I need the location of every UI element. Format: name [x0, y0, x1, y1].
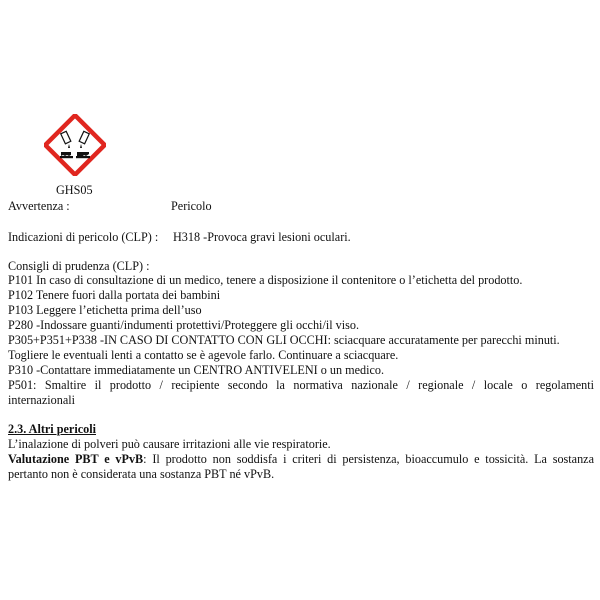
precautionary-line: P310 -Contattare immediatamente un CENTRO ANTIVELENI o un medico.	[8, 363, 385, 377]
precautionary-line: P103 Leggere l’etichetta prima dell’uso	[8, 303, 202, 317]
precautionary-line: P305+P351+P338 -IN CASO DI CONTATTO CON GLI OCCHI: sciacquare accuratamente per parecchi minuti.	[8, 333, 560, 347]
precautionary-line: P501: Smaltire il prodotto / recipiente secondo la normativa nazionale / regionale / locale o regolamenti	[8, 378, 594, 392]
precautionary-line: P101 In caso di consultazione di un medico, tenere a disposizione il contenitore o l’etichetta del prodotto.	[8, 273, 523, 287]
precautionary-line: Togliere le eventuali lenti a contatto se è agevole farlo. Continuare a sciacquare.	[8, 348, 399, 362]
section-heading-other-hazards: 2.3. Altri pericoli	[8, 422, 97, 436]
precautionary-line: internazionali	[8, 393, 76, 407]
precautionary-line: P280 -Indossare guanti/indumenti protettivi/Proteggere gli occhi/il viso.	[8, 318, 360, 332]
ghs05-corrosion-icon	[44, 114, 106, 176]
pbt-text: : Il prodotto non soddisfa i criteri di persistenza, bioaccumulo e tossicità. La sostanza	[143, 452, 594, 466]
precautionary-line: P102 Tenere fuori dalla portata dei bambini	[8, 288, 221, 302]
pbt-assessment-line	[8, 452, 594, 466]
pbt-label: Valutazione PBT e vPvB	[8, 452, 144, 466]
pbt-assessment-line-2: pertanto non è considerata una sostanza PBT né vPvB.	[8, 467, 275, 481]
hazard-statement-label: Indicazioni di pericolo (CLP) :	[8, 230, 159, 244]
signal-word-value: Pericolo	[171, 199, 212, 213]
pictogram-code: GHS05	[56, 183, 93, 197]
precautionary-title: Consigli di prudenza (CLP) :	[8, 259, 150, 273]
hazard-statement-value: H318 -Provoca gravi lesioni oculari.	[173, 230, 351, 244]
inhalation-note: L’inalazione di polveri può causare irritazioni alle vie respiratorie.	[8, 437, 331, 451]
signal-word-label: Avvertenza :	[8, 199, 70, 213]
